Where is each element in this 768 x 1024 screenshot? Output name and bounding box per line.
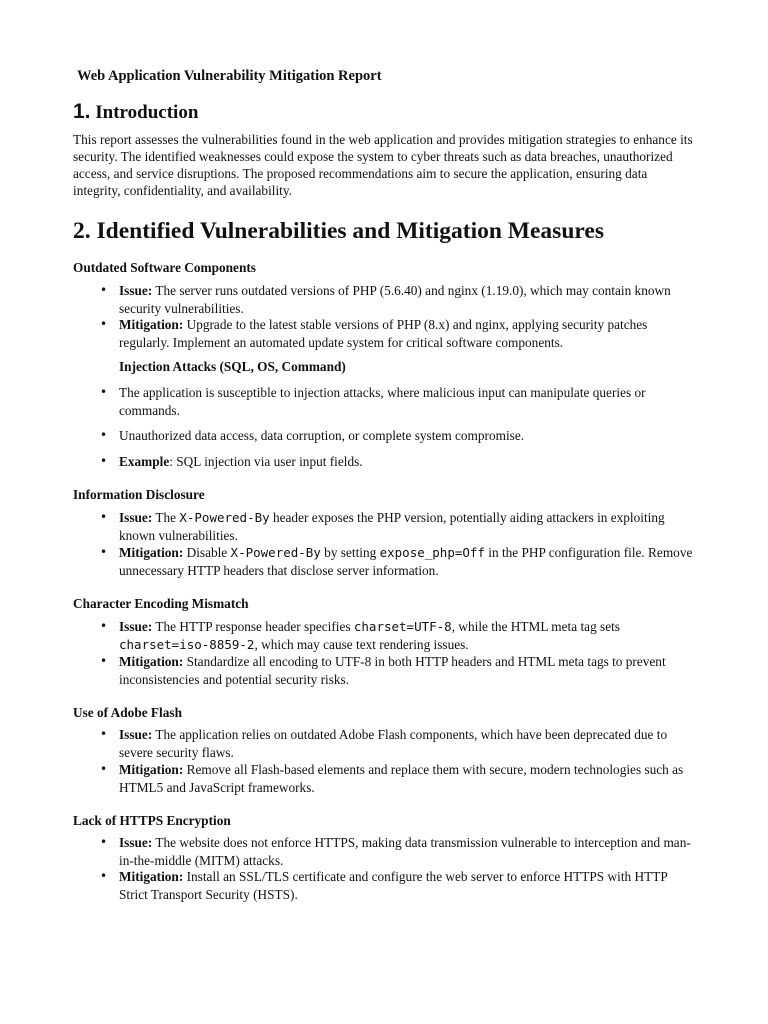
mitigation-label: Mitigation: [119,869,184,884]
outdated-issue-item [100,282,699,317]
injection-item-1 [100,384,699,419]
bullet-icon: • [100,762,108,776]
disclosure-mitigation-mid: by setting [320,545,380,560]
character-encoding-title: Character Encoding Mismatch [73,596,249,611]
disclosure-issue-code: X-Powered-By [179,510,270,525]
encoding-issue-code-2: charset=iso-8859-2 [119,636,255,652]
disclosure-mitigation-code-2: expose_php=Off [379,545,485,560]
injection-example-text: : SQL injection via user input fields. [169,454,363,469]
bullet-icon: • [100,454,108,468]
injection-item-1-text: The application is susceptible to injection attacks, where malicious input can manipulate queries or commands. [119,385,646,418]
https-encryption-title: Lack of HTTPS Encryption [73,813,231,828]
bullet-icon: • [100,619,108,633]
mitigation-label: Mitigation: [119,317,184,332]
injection-item-2 [100,427,699,445]
bullet-icon: • [100,283,108,297]
https-mitigation-text: Install an SSL/TLS certificate and configure the web server to enforce HTTPS with HTTP Strict Transport Security (HSTS). [119,869,668,902]
bullet-icon: • [100,428,108,442]
disclosure-issue-item [100,509,699,544]
vulnerabilities-heading: 2. Identified Vulnerabilities and Mitigation Measures [73,218,604,244]
bullet-icon: • [100,385,108,399]
issue-label: Issue: [119,727,153,742]
bullet-icon: • [100,835,108,849]
https-mitigation-item [100,868,699,903]
issue-label: Issue: [119,835,153,850]
introduction-heading-number: 1. [73,100,91,123]
issue-label: Issue: [119,283,153,298]
injection-example-item [100,453,699,471]
adobe-flash-title: Use of Adobe Flash [73,705,182,720]
encoding-issue-pre: The HTTP response header specifies [155,619,354,634]
information-disclosure-title: Information Disclosure [73,487,205,502]
disclosure-mitigation-post: in the PHP configuration file. Remove unnecessary HTTP headers that disclose server information. [119,545,693,578]
encoding-issue-code-1: charset=UTF-8 [353,619,452,634]
disclosure-mitigation-pre: Disable [186,545,231,560]
outdated-mitigation-text: Upgrade to the latest stable versions of PHP (8.x) and nginx, applying security patches regularly. Implement an automated update system for critical software components. [119,317,648,350]
mitigation-label: Mitigation: [119,762,184,777]
introduction-paragraph: This report assesses the vulnerabilities found in the web application and provides mitigation strategies to enhance its security. The identified weaknesses could expose the system to cyber threats such as data breaches, unauthorized access, and service disruptions. The proposed recommendations aim to secure the application, ensuring data integrity, confidentiality, and availability. [73,132,693,198]
mitigation-label: Mitigation: [119,545,184,560]
encoding-issue-mid: , while the HTML meta tag sets [451,619,620,634]
bullet-icon: • [100,317,108,331]
example-label: Example [119,454,170,469]
bullet-icon: • [100,510,108,524]
issue-label: Issue: [119,510,153,525]
outdated-mitigation-item [100,316,699,351]
outdated-issue-text: The server runs outdated versions of PHP (5.6.40) and nginx (1.19.0), which may contain known security vulnerabilities. [119,283,671,316]
flash-mitigation-text: Remove all Flash-based elements and replace them with secure, modern technologies such as HTML5 and JavaScript frameworks. [119,762,684,795]
introduction-heading-text: Introduction [95,102,199,123]
https-issue-item [100,834,699,869]
flash-issue-text: The application relies on outdated Adobe Flash components, which have been deprecated due to severe security flaws. [119,727,668,760]
disclosure-issue-post: header exposes the PHP version, potentially aiding attackers in exploiting known vulnerabilities. [119,510,665,543]
disclosure-issue-pre: The [155,510,180,525]
outdated-software-title: Outdated Software Components [73,260,256,275]
bullet-icon: • [100,869,108,883]
encoding-mitigation-text: Standardize all encoding to UTF-8 in both HTTP headers and HTML meta tags to prevent inconsistencies and potential security risks. [119,654,666,687]
disclosure-mitigation-code-1: X-Powered-By [230,545,321,560]
bullet-icon: • [100,545,108,559]
introduction-heading [73,100,198,124]
mitigation-label: Mitigation: [119,654,184,669]
flash-issue-item [100,726,699,761]
injection-attacks-title: Injection Attacks (SQL, OS, Command) [119,359,346,374]
flash-mitigation-item [100,761,699,796]
encoding-mitigation-item [100,653,699,688]
encoding-issue-post: , which may cause text rendering issues. [254,636,469,652]
injection-item-2-text: Unauthorized data access, data corruption, or complete system compromise. [119,428,525,443]
bullet-icon: • [100,654,108,668]
bullet-icon: • [100,727,108,741]
encoding-issue-item [100,618,699,653]
https-issue-text: The website does not enforce HTTPS, making data transmission vulnerable to interception and man-in-the-middle (MITM) attacks. [119,835,691,868]
disclosure-mitigation-item [100,544,699,579]
issue-label: Issue: [119,619,153,634]
document-title: Web Application Vulnerability Mitigation Report [77,68,382,84]
